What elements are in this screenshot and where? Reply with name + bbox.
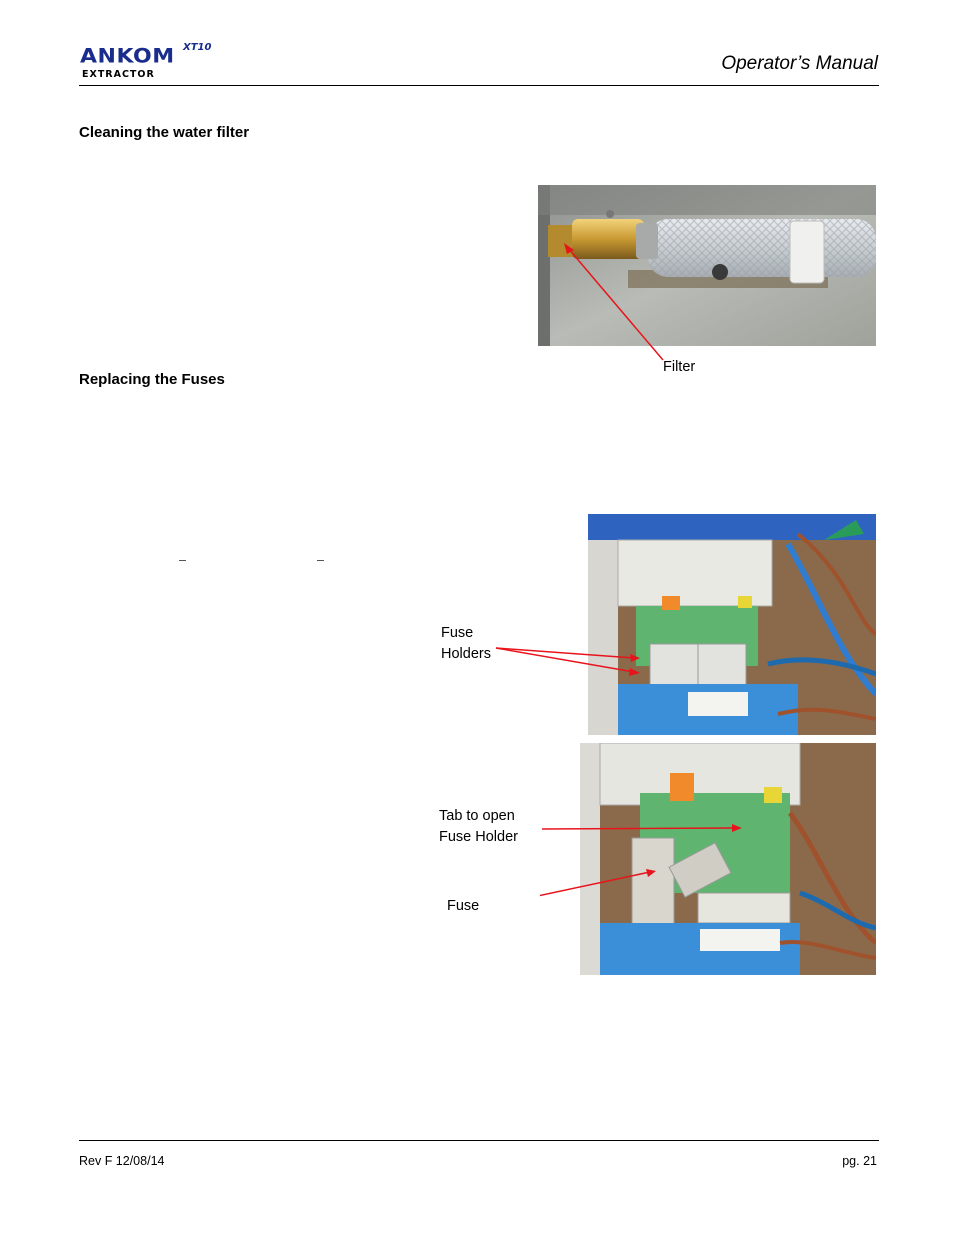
fuse-holders-photo — [588, 514, 876, 735]
fuse-holders-label-line2: Holders — [441, 646, 491, 662]
tab-label — [439, 806, 518, 848]
page-number: pg. 21 — [842, 1154, 877, 1168]
filter-arrow — [560, 240, 670, 365]
tab-label-line2: Fuse Holder — [439, 829, 518, 845]
fuse-holders-label — [441, 623, 491, 665]
fuses-heading: Replacing the Fuses — [79, 371, 225, 388]
logo-model: XT10 — [183, 42, 212, 53]
revision-label: Rev F 12/08/14 — [79, 1154, 165, 1168]
ankom-logo: ANKOM — [80, 45, 175, 68]
footer-rule — [79, 1140, 879, 1141]
tab-label-line1: Tab to open — [439, 808, 515, 824]
dash-mark — [317, 560, 324, 561]
tab-fuse-arrows — [540, 820, 750, 910]
logo-subtitle: EXTRACTOR — [82, 69, 155, 80]
filter-label: Filter — [663, 359, 696, 375]
dash-mark — [179, 560, 186, 561]
fuse-holders-arrows — [494, 640, 644, 680]
fuse-label: Fuse — [447, 898, 480, 914]
fuse-holders-label-line1: Fuse — [441, 625, 474, 641]
manual-title: Operator’s Manual — [721, 53, 878, 74]
header-rule — [79, 85, 879, 86]
cleaning-heading: Cleaning the water filter — [79, 124, 250, 141]
